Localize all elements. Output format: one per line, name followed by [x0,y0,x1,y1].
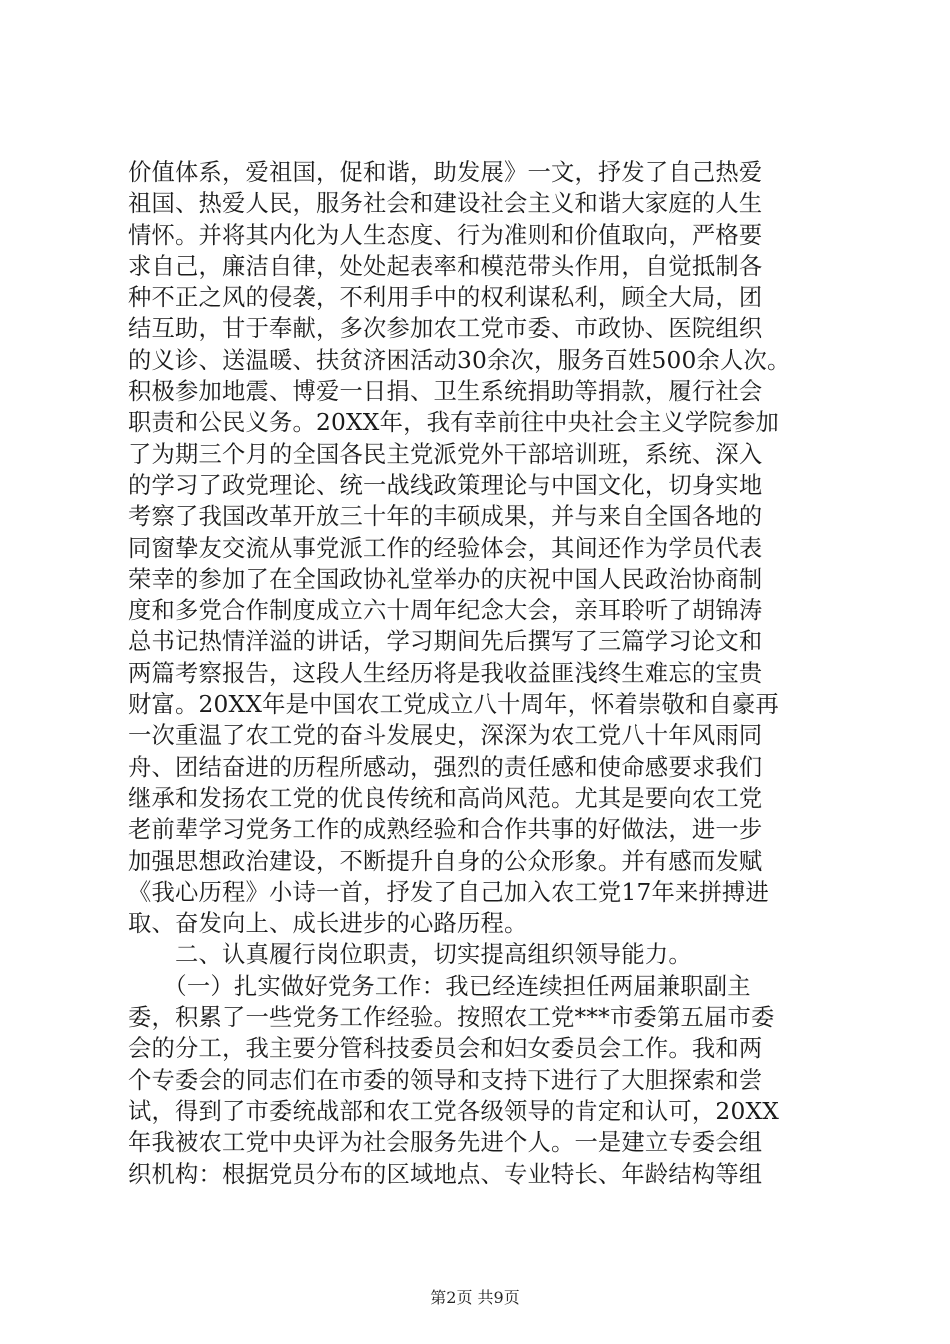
text-line: 的学习了政党理论、统一战线政策理论与中国文化，切身实地 [128,471,763,499]
text-line: 委，积累了一些党务工作经验。按照农工党***市委第五届市委 [128,1004,775,1032]
text-line: 两篇考察报告，这段人生经历将是我收益匪浅终生难忘的宝贵 [128,659,763,687]
text-line: 荣幸的参加了在全国政协礼堂举办的庆祝中国人民政治协商制 [128,565,763,593]
text-line: 结互助，甘于奉献，多次参加农工党市委、市政协、医院组织 [128,315,763,343]
text-line: 财富。20XX年是中国农工党成立八十周年，怀着崇敬和自豪再 [128,691,780,719]
body-text [128,157,828,1190]
page-number-footer: 第2页 共9页 [430,1288,520,1307]
text-line: 一次重温了农工党的奋斗发展史，深深为农工党八十年风雨同 [128,722,763,750]
section-heading: 二、认真履行岗位职责，切实提高组织领导能力。 [128,941,692,969]
text-line: 加强思想政治建设，不断提升自身的公众形象。并有感而发赋 [128,847,763,875]
text-line: 种不正之风的侵袭，不利用手中的权利谋私利，顾全大局，团 [128,284,763,312]
text-line: 求自己，廉洁自律，处处起表率和模范带头作用，自觉抵制各 [128,252,763,280]
text-line: 会的分工，我主要分管科技委员会和妇女委员会工作。我和两 [128,1035,763,1063]
text-line: 祖国、热爱人民，服务社会和建设社会主义和谐大家庭的人生 [128,190,763,218]
text-line: 年我被农工党中央评为社会服务先进个人。一是建立专委会组 [128,1129,763,1157]
text-line: 度和多党合作制度成立六十周年纪念大会，亲耳聆听了胡锦涛 [128,597,763,625]
text-line: （一）扎实做好党务工作：我已经连续担任两届兼职副主 [128,972,751,1000]
text-line: 职责和公民义务。20XX年，我有幸前往中央社会主义学院参加 [128,409,780,437]
text-line: 个专委会的同志们在市委的领导和支持下进行了大胆探索和尝 [128,1066,763,1094]
text-line: 积极参加地震、博爱一日捐、卫生系统捐助等捐款，履行社会 [128,378,763,406]
text-line: 考察了我国改革开放三十年的丰硕成果，并与来自全国各地的 [128,503,763,531]
text-line: 同窗挚友交流从事党派工作的经验体会，其间还作为学员代表 [128,534,763,562]
text-line: 了为期三个月的全国各民主党派党外干部培训班，系统、深入 [128,440,763,468]
text-line: 总书记热情洋溢的讲话，学习期间先后撰写了三篇学习论文和 [128,628,763,656]
text-line: 的义诊、送温暖、扶贫济困活动30余次，服务百姓500余人次。 [128,346,791,374]
text-line: 情怀。并将其内化为人生态度、行为准则和价值取向，严格要 [128,221,763,249]
text-line: 《我心历程》小诗一首，抒发了自己加入农工党17年来拼搏进 [128,878,769,906]
text-line: 试，得到了市委统战部和农工党各级领导的肯定和认可，20XX [128,1097,780,1125]
text-line: 舟、团结奋进的历程所感动，强烈的责任感和使命感要求我们 [128,753,763,781]
text-line: 织机构：根据党员分布的区域地点、专业特长、年龄结构等组 [128,1160,763,1188]
text-line: 取、奋发向上、成长进步的心路历程。 [128,910,528,938]
text-line: 价值体系，爱祖国，促和谐，助发展》一文，抒发了自己热爱 [128,159,763,186]
text-line: 继承和发扬农工党的优良传统和高尚风范。尤其是要向农工党 [128,784,763,812]
text-line: 老前辈学习党务工作的成熟经验和合作共事的好做法，进一步 [128,816,763,844]
